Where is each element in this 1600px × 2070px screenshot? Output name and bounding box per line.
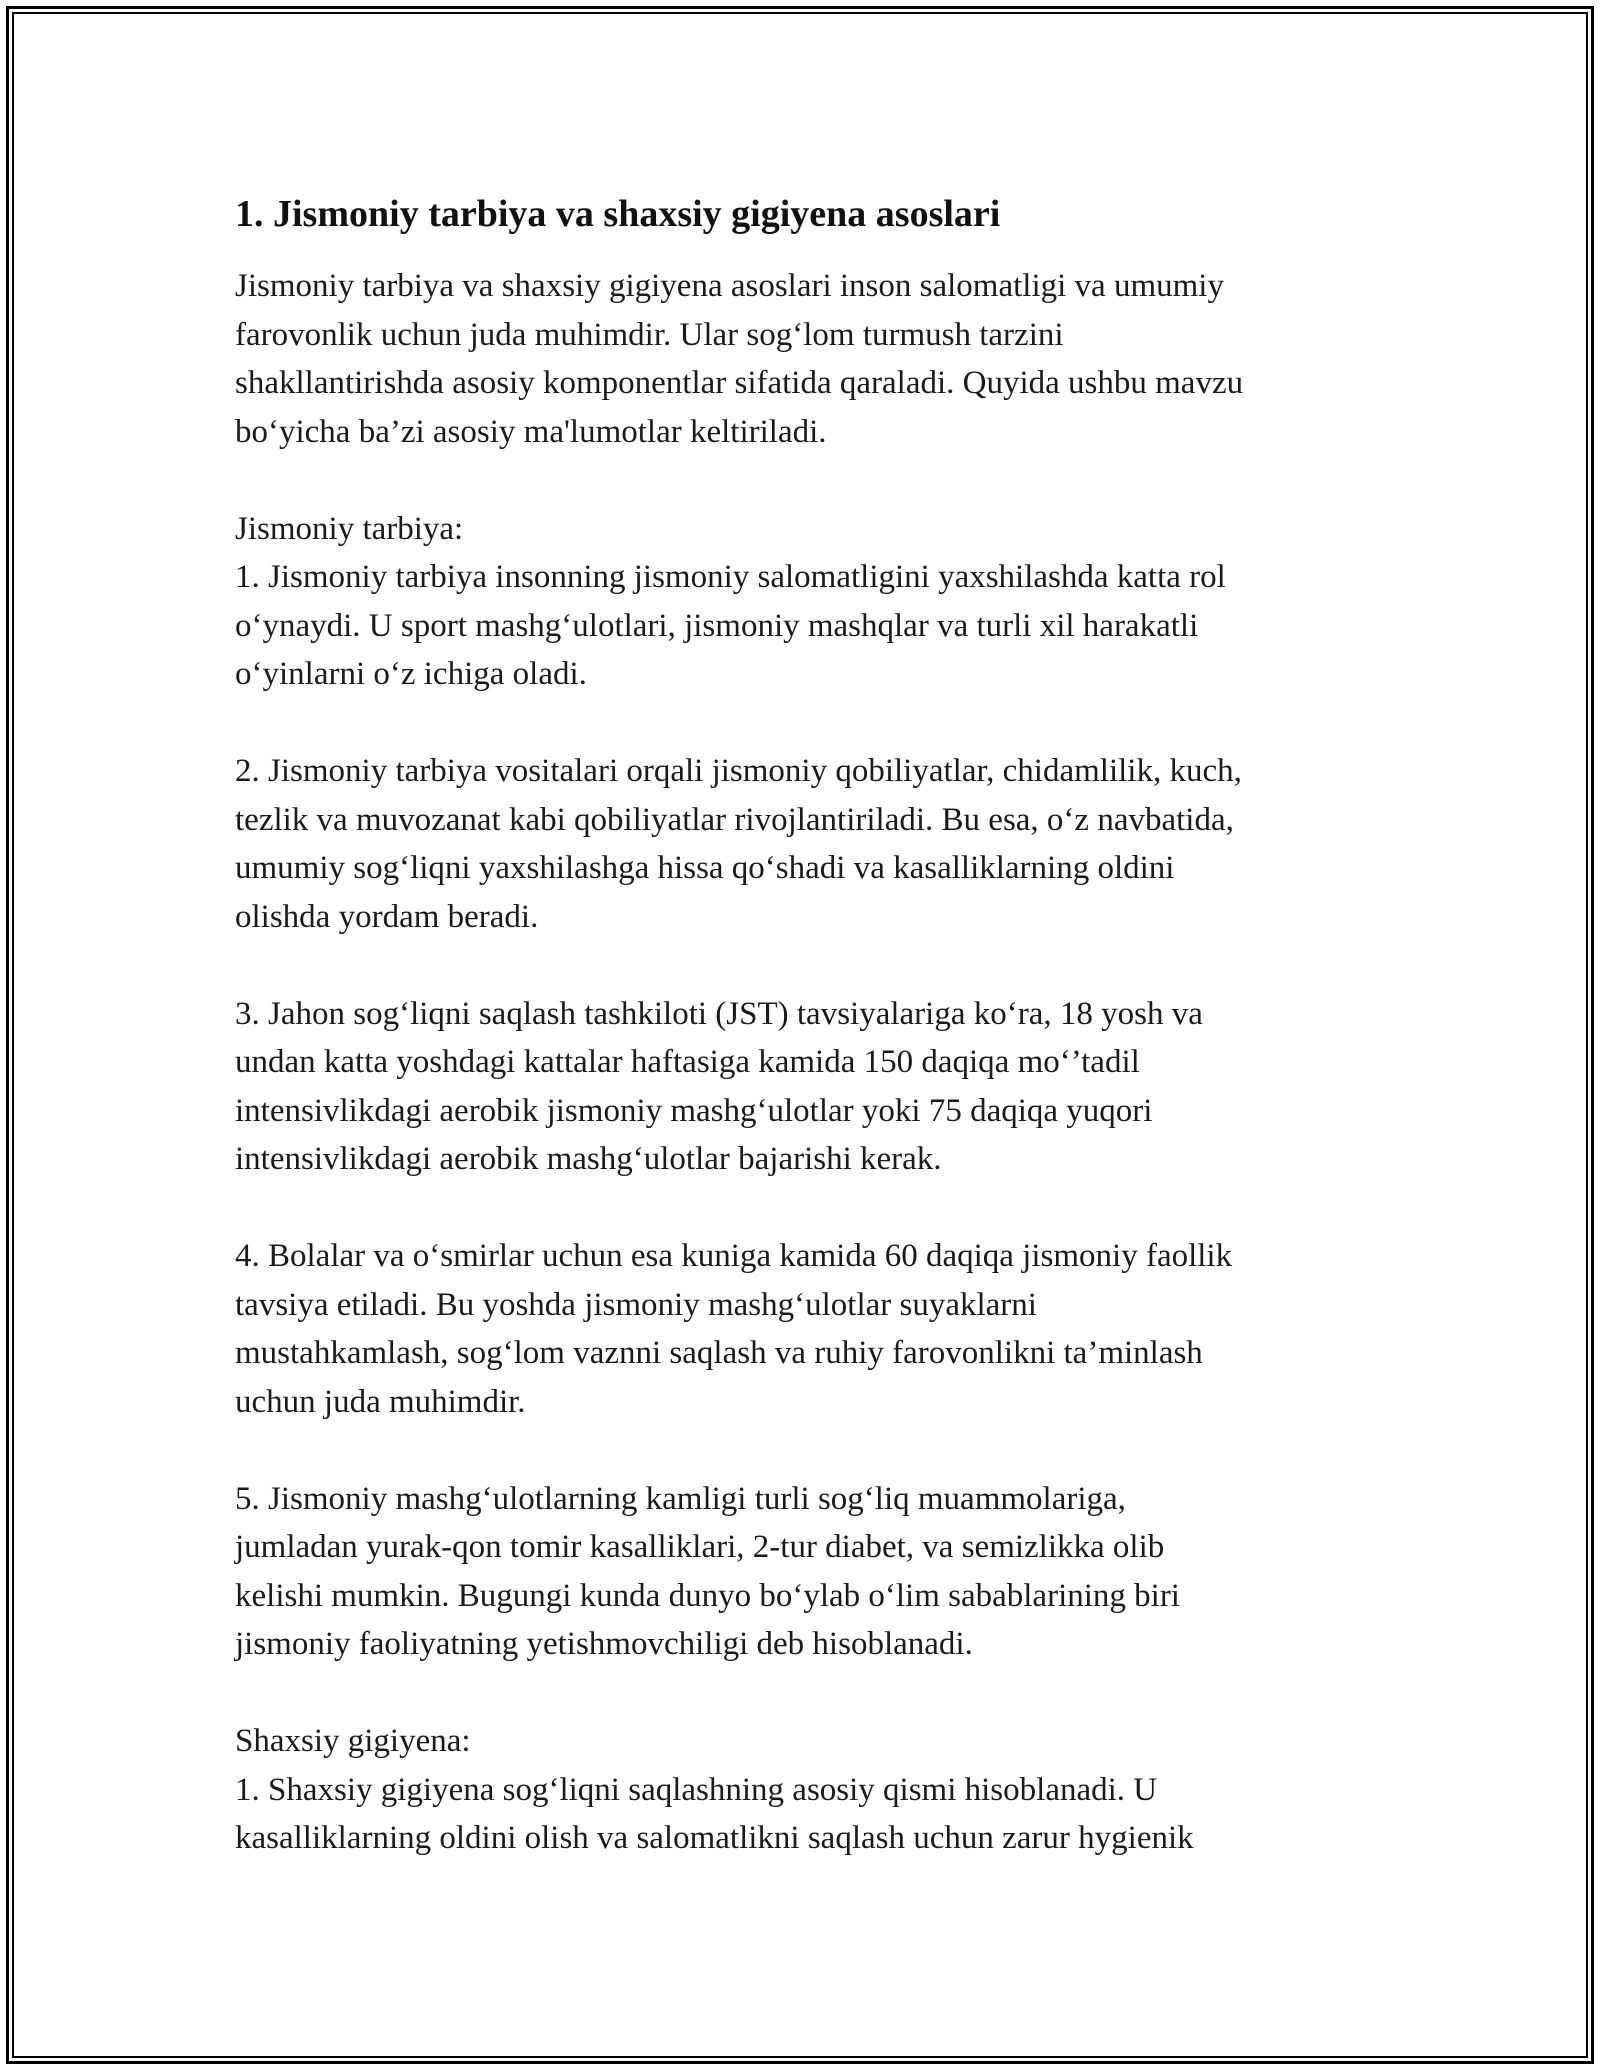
paragraph-gap: [235, 941, 1375, 990]
text-line: 2. Jismoniy tarbiya vositalari orqali jismoniy qobiliyatlar, chidamlilik, kuch,: [235, 753, 1242, 789]
text-line: 3. Jahon sog‘liqni saqlash tashkiloti (JST) tavsiyalariga ko‘ra, 18 yosh va: [235, 995, 1203, 1032]
text-line: uchun juda muhimdir.: [235, 1383, 526, 1420]
text-line: shakllantirishda asosiy komponentlar sifatida qaraladi. Quyida ushbu mavzu: [235, 365, 1244, 401]
text-line: farovonlik uchun juda muhimdir. Ular sog‘lom turmush tarzini: [235, 316, 1064, 353]
document-heading: 1. Jismoniy tarbiya va shaxsiy gigiyena asoslari: [235, 193, 1001, 235]
text-line: tezlik va muvozanat kabi qobiliyatlar rivojlantiriladi. Bu esa, o‘z navbatida,: [235, 801, 1234, 838]
text-line: kasalliklarning oldini olish va salomatlikni saqlash uchun zarur hygienik: [235, 1820, 1194, 1856]
paragraph-gap: [235, 699, 1375, 748]
text-line: olishda yordam beradi.: [235, 898, 539, 935]
paragraph-gap: [235, 1669, 1375, 1718]
paragraph-gap: [235, 1426, 1375, 1475]
document-body: [235, 188, 1375, 1863]
text-line: 5. Jismoniy mashg‘ulotlarning kamligi turli sog‘liq muammolariga,: [235, 1480, 1126, 1517]
paragraph-physical-education-1: [235, 505, 1375, 699]
text-line: tavsiya etiladi. Bu yoshda jismoniy mashg‘ulotlar suyaklarni: [235, 1286, 1037, 1323]
section-label: Shaxsiy gigiyena:: [235, 1723, 471, 1759]
section-label: Jismoniy tarbiya:: [235, 510, 464, 547]
paragraph-gap: [235, 1184, 1375, 1233]
paragraph-personal-hygiene-1: [235, 1717, 1375, 1863]
paragraph-physical-education-3: [235, 990, 1375, 1184]
text-line: mustahkamlash, sog‘lom vaznni saqlash va ruhiy farovonlikni ta’minlash: [235, 1335, 1203, 1371]
text-line: undan katta yoshdagi kattalar haftasiga kamida 150 daqiqa mo‘’tadil: [235, 1044, 1140, 1080]
text-line: o‘ynaydi. U sport mashg‘ulotlari, jismoniy mashqlar va turli xil harakatli: [235, 607, 1199, 644]
text-line: Jismoniy tarbiya va shaxsiy gigiyena asoslari inson salomatligi va umumiy: [235, 268, 1224, 304]
text-line: jumladan yurak-qon tomir kasalliklari, 2-tur diabet, va semizlikka olib: [235, 1529, 1165, 1565]
text-line: 1. Jismoniy tarbiya insonning jismoniy salomatligini yaxshilashda katta rol: [235, 559, 1226, 595]
paragraph-intro: [235, 262, 1375, 456]
paragraph-physical-education-5: [235, 1475, 1375, 1669]
text-line: intensivlikdagi aerobik mashg‘ulotlar bajarishi kerak.: [235, 1141, 942, 1177]
paragraph-physical-education-4: [235, 1232, 1375, 1426]
paragraph-gap: [235, 456, 1375, 505]
paragraph-physical-education-2: [235, 747, 1375, 941]
text-line: kelishi mumkin. Bugungi kunda dunyo bo‘ylab o‘lim sabablarining biri: [235, 1577, 1180, 1614]
text-line: jismoniy faoliyatning yetishmovchiligi deb hisoblanadi.: [235, 1626, 973, 1662]
text-line: intensivlikdagi aerobik jismoniy mashg‘ulotlar yoki 75 daqiqa yuqori: [235, 1092, 1153, 1129]
text-line: 1. Shaxsiy gigiyena sog‘liqni saqlashning asosiy qismi hisoblanadi. U: [235, 1771, 1158, 1808]
text-line: o‘yinlarni o‘z ichiga oladi.: [235, 656, 587, 692]
text-line: umumiy sog‘liqni yaxshilashga hissa qo‘shadi va kasalliklarning oldini: [235, 850, 1175, 886]
text-line: bo‘yicha ba’zi asosiy ma'lumotlar keltiriladi.: [235, 413, 827, 450]
text-line: 4. Bolalar va o‘smirlar uchun esa kuniga kamida 60 daqiqa jismoniy faollik: [235, 1238, 1233, 1274]
